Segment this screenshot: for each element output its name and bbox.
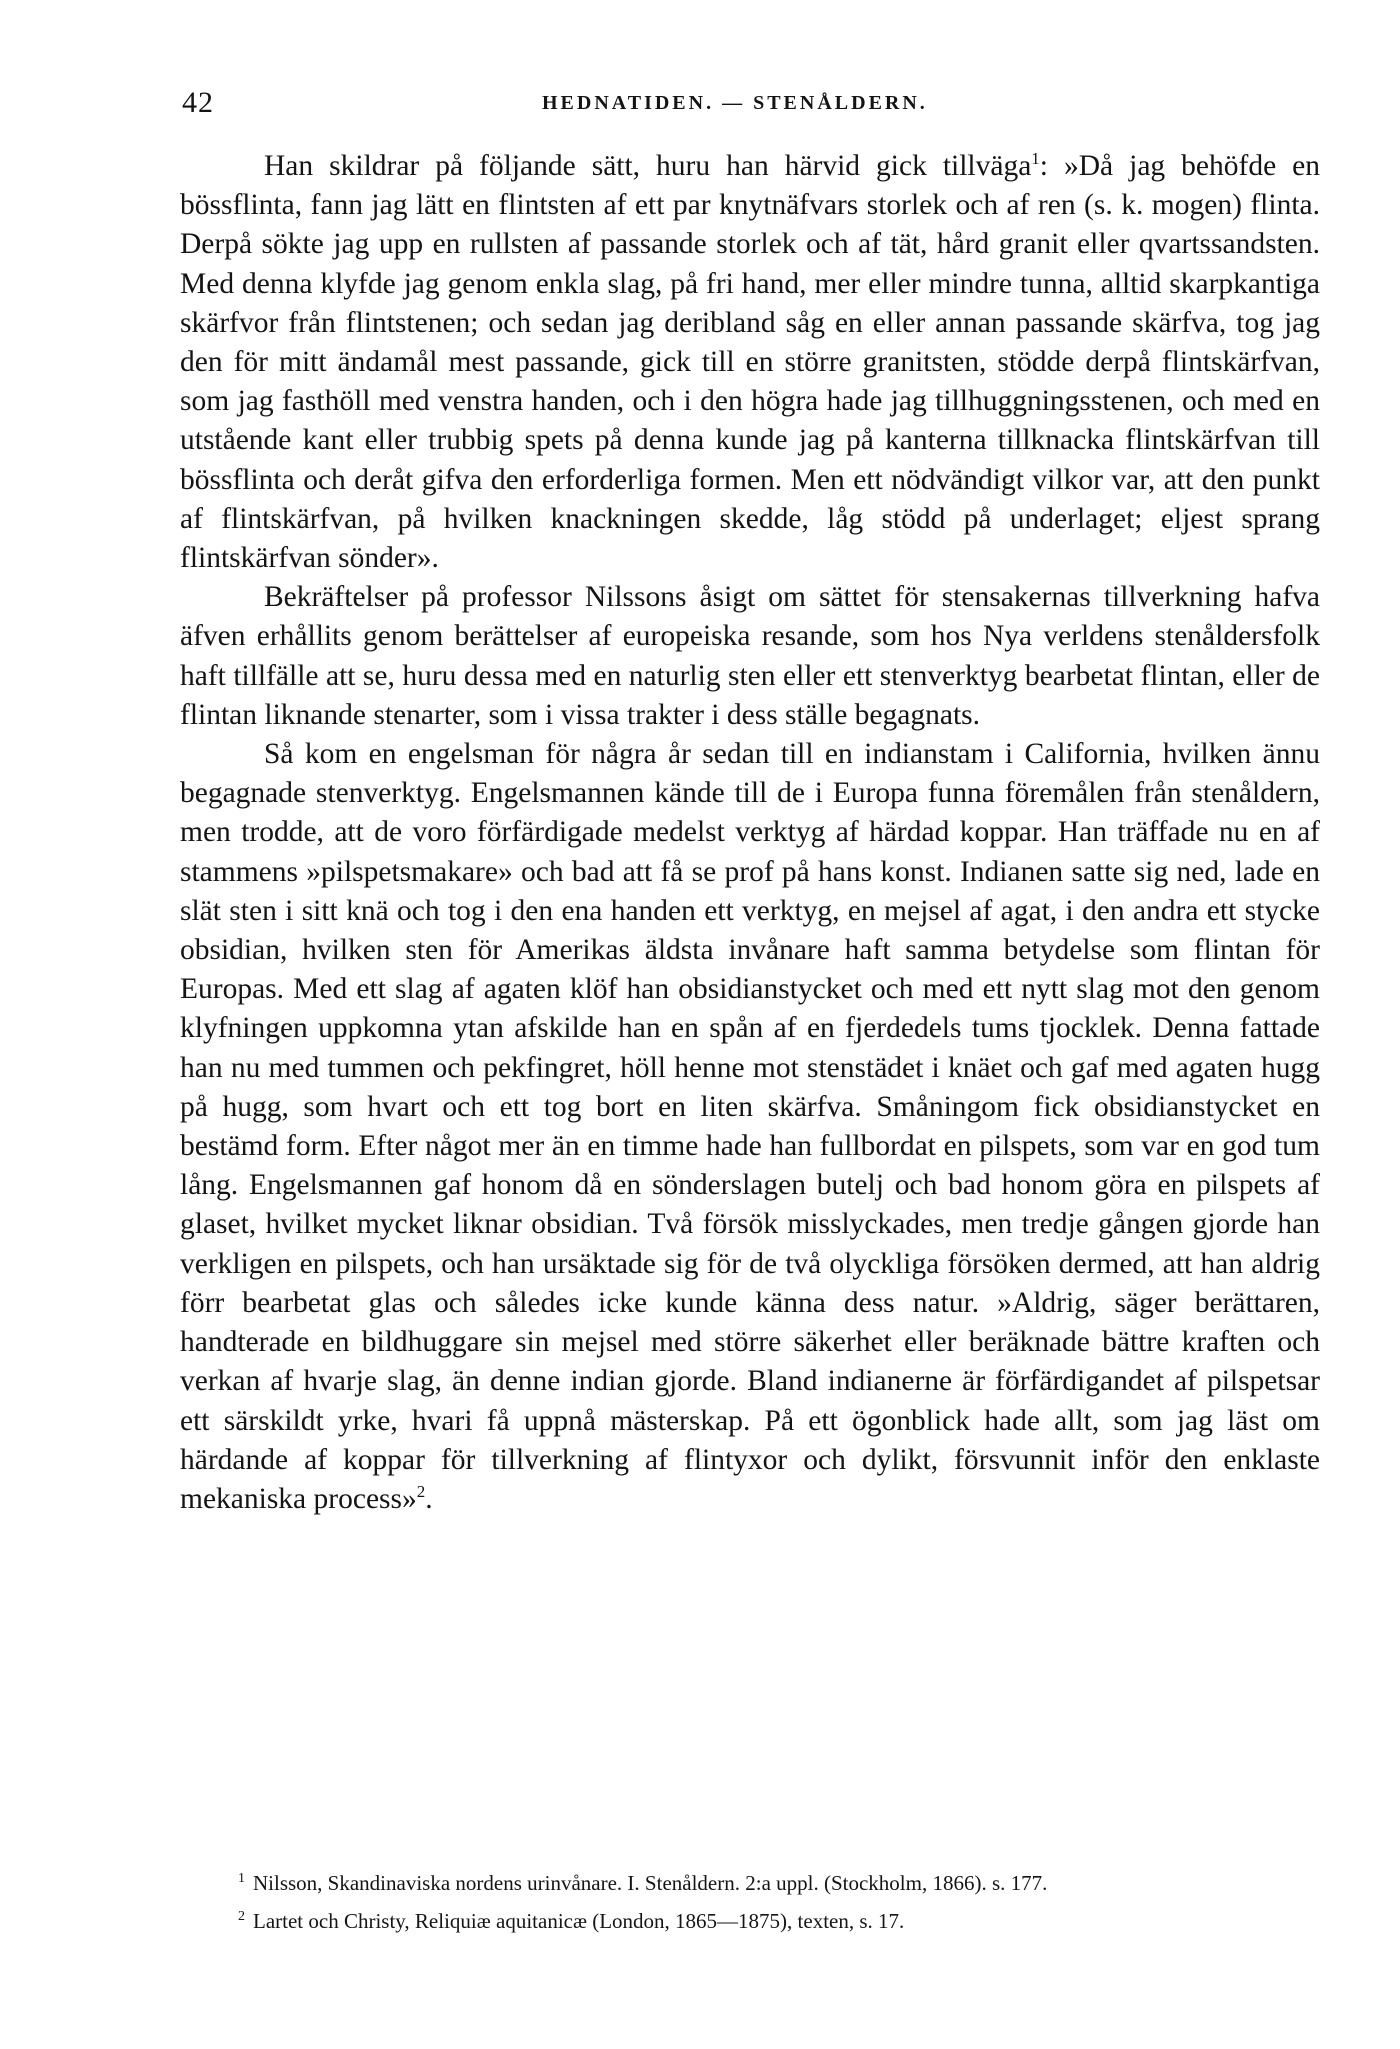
page-number: 42 — [182, 86, 214, 119]
footnote-reference: 2 — [416, 1482, 426, 1502]
text-run: Bekräftelser på professor Nilssons åsigt om sättet för stensakernas tillverkning hafva äfven erhållits genom berättelser af europeiska resande, som hos Nya verldens stenåldersfolk haft tillfälle att se, huru dessa med en naturlig sten eller ett stenverktyg bearbetat flintan, eller de flintan liknande stenarter, som i vissa trakter i dess ställe begagnats. — [180, 581, 1320, 731]
footnotes — [180, 1862, 1320, 1938]
text-run: Så kom en engelsman för några år sedan till en indianstam i California, hvilken ännu begagnade stenverktyg. Engelsmannen kände till de i Europa funna föremålen från stenåldern, men trodde, att de voro förfärdigade medelst verktyg af härdad koppar. Han träffade nu en af stammens »pilspetsmakare» och bad att få se prof på hans konst. Indianen satte sig ned, lade en slät sten i sitt knä och tog i den ena handen ett verktyg, en mejsel af agat, i den andra ett stycke obsidian, hvilken sten för Amerikas äldsta invånare haft samma betydelse som flintan för Europas. Med ett slag af agaten klöf han obsidianstycket och med ett nytt slag mot den genom klyfningen uppkomna ytan afskilde han en spån af en fjerdedels tums tjocklek. Denna fattade han nu med tummen och pekfingret, höll henne mot stenstädet i knäet och gaf med agaten hugg på hugg, som hvart och ett tog bort en liten skärfva. Småningom fick obsidianstycket en bestämd form. Efter något mer än en timme hade han fullbordat en pilspets, som var en god tum lång. Engelsmannen gaf honom då en sönderslagen butelj och bad honom göra en pilspets af glaset, hvilket mycket liknar obsidian. Två försök misslyckades, men tredje gången gjorde han verkligen en pilspets, och han ursäktade sig för de två olyckliga försöken dermed, att han aldrig förr bearbetat glas och således icke kunde känna dess natur. »Aldrig, säger berättaren, handterade en bildhuggare sin mejsel med större säkerhet eller beräknade bättre kraften och verkan af hvarje slag, än denne indian gjorde. Bland indianerne är förfärdigandet af pilspetsar ett särskildt yrke, hvari få uppnå mästerskap. På ett ögonblick hade allt, som jag läst om härdande af koppar för tillverkning af flintyxor och dylikt, försvunnit inför den enklaste mekaniska process» — [180, 738, 1320, 1515]
paragraph — [180, 578, 1320, 735]
footnote-mark: 2 — [238, 1909, 245, 1924]
text-run: . — [425, 1482, 433, 1515]
text-run: Han skildrar på följande sätt, huru han härvid gick tillväga — [264, 150, 1032, 182]
footnote-text: Nilsson, Skandinaviska nordens urinvånare. I. Stenåldern. 2:a uppl. (Stockholm, 1866). s. 177. — [253, 1871, 1048, 1895]
footnote — [180, 1900, 1320, 1938]
body-text — [180, 147, 1320, 1519]
footnote-text: Lartet och Christy, Reliquiæ aquitanicæ (London, 1865—1875), texten, s. 17. — [253, 1909, 905, 1933]
paragraph — [180, 147, 1320, 578]
paragraph — [180, 735, 1320, 1519]
footnote — [180, 1862, 1320, 1900]
footnote-reference: 1 — [1031, 149, 1040, 169]
running-head: HEDNATIDEN. — STENÅLDERN. — [542, 92, 928, 114]
text-run: : »Då jag behöfde en bössflinta, fann jag lätt en flintsten af ett par knytnäfvars storlek och af ren (s. k. mogen) flinta. Derpå sökte jag upp en rullsten af passande storlek och af tät, hård granit eller qvartssandsten. Med denna klyfde jag genom enkla slag, på fri hand, mer eller mindre tunna, alltid skarpkantiga skärfvor från flintstenen; och sedan jag deribland såg en eller annan passande skärfva, tog jag den för mitt ändamål mest passande, gick till en större granitsten, stödde derpå flintskärfvan, som jag fasthöll med venstra handen, och i den högra hade jag tillhuggningsstenen, och med en utstående kant eller trubbig spets på denna kunde jag på kanterna tillknacka flintskärfvan till bössflinta och deråt gifva den erforderliga formen. Men ett nödvändigt vilkor var, att den punkt af flintskärfvan, på hvilken knackningen skedde, låg stödd på underlaget; eljest sprang flintskärfvan sönder». — [180, 150, 1320, 575]
page-header — [182, 86, 1318, 126]
footnote-mark: 1 — [238, 1871, 245, 1886]
